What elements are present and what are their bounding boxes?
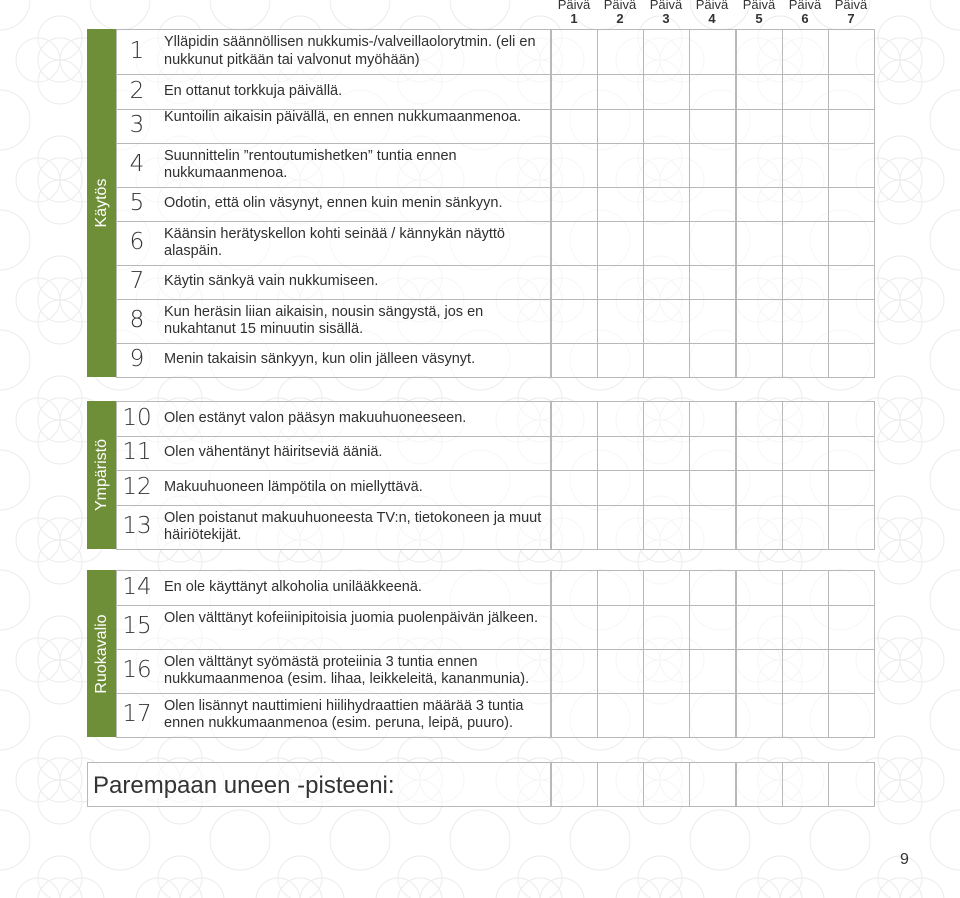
checkbox-cell-day-5[interactable]: [736, 605, 783, 650]
row-statement: Kuntoilin aikaisin päivällä, en ennen nukkumaanmenoa.: [164, 108, 522, 125]
checkbox-cell-day-6[interactable]: [782, 109, 829, 144]
checkbox-cell-day-2[interactable]: [597, 143, 644, 188]
row-number: 14: [122, 573, 152, 600]
section-band: [87, 401, 116, 549]
checkbox-cell-day-3[interactable]: [643, 299, 690, 344]
checkbox-cell-day-2[interactable]: [597, 299, 644, 344]
checkbox-cell-day-6[interactable]: [782, 143, 829, 188]
day-header-number: 7: [847, 11, 855, 26]
checkbox-cell-day-6[interactable]: [782, 221, 829, 266]
checkbox-cell-day-5[interactable]: [736, 265, 783, 300]
checkbox-cell-day-1[interactable]: [551, 299, 598, 344]
score-cell-day-4[interactable]: [689, 762, 736, 807]
row-number: 17: [122, 701, 152, 727]
checkbox-cell-day-5[interactable]: [736, 74, 783, 110]
checkbox-cell-day-1[interactable]: [551, 605, 598, 650]
day-header-label: Päivä: [834, 0, 868, 12]
checkbox-cell-day-1[interactable]: [551, 74, 598, 110]
checkbox-cell-day-4[interactable]: [689, 693, 736, 738]
row-statement: Kun heräsin liian aikaisin, nousin sängystä, jos en nukahtanut 15 minuutin sisällä.: [164, 303, 484, 337]
checkbox-cell-day-2[interactable]: [597, 693, 644, 738]
row-statement: Suunnittelin ”rentoutumishetken” tuntia ennen nukkumaanmenoa.: [164, 147, 457, 181]
checkbox-cell-day-2[interactable]: [597, 436, 644, 471]
checkbox-cell-day-2[interactable]: [597, 221, 644, 266]
checkbox-cell-day-1[interactable]: [551, 505, 598, 550]
checkbox-cell-day-5[interactable]: [736, 343, 783, 378]
checkbox-cell-day-7[interactable]: [828, 74, 875, 110]
row-statement: Ylläpidin säännöllisen nukkumis-/valveillaolorytmin. (eli en nukkunut pitkään tai valvonut myöhään): [164, 34, 536, 68]
page-number: 9: [900, 851, 909, 868]
day-header-2: [597, 0, 643, 26]
checkbox-cell-day-5[interactable]: [736, 29, 783, 75]
checkbox-cell-day-1[interactable]: [551, 343, 598, 378]
checkbox-cell-day-7[interactable]: [828, 29, 875, 75]
checkbox-cell-day-3[interactable]: [643, 570, 690, 606]
checkbox-cell-day-3[interactable]: [643, 436, 690, 471]
checkbox-cell-day-7[interactable]: [828, 401, 875, 437]
day-header-label: Päivä: [603, 0, 637, 12]
score-cell-day-5[interactable]: [736, 762, 783, 807]
day-header-5: [736, 0, 782, 26]
checkbox-cell-day-1[interactable]: [551, 187, 598, 222]
checkbox-cell-day-3[interactable]: [643, 74, 690, 110]
checkbox-cell-day-1[interactable]: [551, 109, 598, 144]
checkbox-cell-day-5[interactable]: [736, 143, 783, 188]
checkbox-cell-day-3[interactable]: [643, 401, 690, 437]
day-header-6: [782, 0, 828, 26]
checkbox-cell-day-4[interactable]: [689, 605, 736, 650]
checkbox-cell-day-7[interactable]: [828, 605, 875, 650]
checkbox-cell-day-2[interactable]: [597, 109, 644, 144]
checkbox-cell-day-1[interactable]: [551, 221, 598, 266]
checkbox-cell-day-4[interactable]: [689, 29, 736, 75]
row-statement: En ole käyttänyt alkoholia unilääkkeenä.: [164, 578, 422, 595]
row-number: 11: [122, 439, 152, 465]
checkbox-cell-day-7[interactable]: [828, 187, 875, 222]
row-number: 2: [129, 77, 145, 104]
checkbox-cell-day-6[interactable]: [782, 299, 829, 344]
checkbox-cell-day-4[interactable]: [689, 265, 736, 300]
checkbox-cell-day-3[interactable]: [643, 693, 690, 738]
row-number: 10: [122, 404, 152, 431]
checkbox-cell-day-4[interactable]: [689, 299, 736, 344]
checkbox-cell-day-2[interactable]: [597, 74, 644, 110]
row-number: 12: [122, 473, 152, 500]
checkbox-cell-day-4[interactable]: [689, 436, 736, 471]
day-header-number: 3: [662, 11, 670, 26]
row-number: 3: [129, 112, 145, 138]
checkbox-cell-day-1[interactable]: [551, 470, 598, 506]
row-statement: Menin takaisin sänkyyn, kun olin jälleen väsynyt.: [164, 351, 476, 368]
checkbox-cell-day-7[interactable]: [828, 299, 875, 344]
row-number: 9: [129, 346, 145, 372]
checkbox-cell-day-4[interactable]: [689, 401, 736, 437]
checkbox-cell-day-6[interactable]: [782, 570, 829, 606]
checkbox-cell-day-4[interactable]: [689, 649, 736, 694]
checkbox-cell-day-2[interactable]: [597, 343, 644, 378]
checkbox-cell-day-5[interactable]: [736, 109, 783, 144]
row-statement: Olen estänyt valon pääsyn makuuhuoneeseen.: [164, 409, 467, 426]
checkbox-cell-day-3[interactable]: [643, 109, 690, 144]
row-statement: Käänsin herätyskellon kohti seinää / kännykän näyttö alaspäin.: [164, 225, 505, 259]
row-statement: Makuuhuoneen lämpötila on miellyttävä.: [164, 478, 423, 495]
checkbox-cell-day-4[interactable]: [689, 470, 736, 506]
row-number: 7: [129, 268, 145, 294]
day-header-number: 4: [708, 11, 716, 26]
checkbox-cell-day-1[interactable]: [551, 29, 598, 75]
checkbox-cell-day-3[interactable]: [643, 143, 690, 188]
checkbox-cell-day-2[interactable]: [597, 265, 644, 300]
checkbox-cell-day-7[interactable]: [828, 693, 875, 738]
row-statement: Olen välttänyt kofeiinipitoisia juomia puolenpäivän jälkeen.: [164, 609, 539, 626]
checkbox-cell-day-3[interactable]: [643, 649, 690, 694]
checkbox-cell-day-6[interactable]: [782, 74, 829, 110]
checkbox-cell-day-5[interactable]: [736, 693, 783, 738]
checkbox-cell-day-2[interactable]: [597, 187, 644, 222]
checkbox-cell-day-5[interactable]: [736, 505, 783, 550]
day-header-3: [643, 0, 689, 26]
checkbox-cell-day-6[interactable]: [782, 265, 829, 300]
checkbox-cell-day-4[interactable]: [689, 570, 736, 606]
checkbox-cell-day-1[interactable]: [551, 570, 598, 606]
checkbox-cell-day-2[interactable]: [597, 505, 644, 550]
checkbox-cell-day-1[interactable]: [551, 649, 598, 694]
row-number: 8: [129, 307, 145, 333]
checkbox-cell-day-6[interactable]: [782, 470, 829, 506]
checkbox-cell-day-7[interactable]: [828, 143, 875, 188]
checkbox-cell-day-2[interactable]: [597, 401, 644, 437]
checkbox-cell-day-1[interactable]: [551, 436, 598, 471]
checkbox-cell-day-2[interactable]: [597, 605, 644, 650]
checkbox-cell-day-1[interactable]: [551, 401, 598, 437]
row-number: 16: [122, 657, 152, 683]
checkbox-cell-day-6[interactable]: [782, 436, 829, 471]
checkbox-cell-day-1[interactable]: [551, 265, 598, 300]
row-statement: Käytin sänkyä vain nukkumiseen.: [164, 273, 379, 290]
checkbox-cell-day-6[interactable]: [782, 401, 829, 437]
day-header-number: 2: [616, 11, 624, 26]
score-cell-day-6[interactable]: [782, 762, 829, 807]
checkbox-cell-day-2[interactable]: [597, 29, 644, 75]
score-cell-day-3[interactable]: [643, 762, 690, 807]
row-statement: Olen välttänyt syömästä proteiinia 3 tuntia ennen nukkumaanmenoa (esim. lihaa, leikkeleitä, kananmunia).: [164, 653, 530, 687]
checkbox-cell-day-5[interactable]: [736, 401, 783, 437]
day-header-1: [551, 0, 597, 26]
row-number: 6: [129, 229, 145, 255]
checkbox-cell-day-6[interactable]: [782, 505, 829, 550]
day-header-7: [828, 0, 874, 26]
checkbox-cell-day-7[interactable]: [828, 570, 875, 606]
checkbox-cell-day-3[interactable]: [643, 505, 690, 550]
row-number: 1: [129, 37, 145, 64]
checkbox-cell-day-4[interactable]: [689, 187, 736, 222]
section-band: [87, 570, 116, 737]
score-cell-day-7[interactable]: [828, 762, 875, 807]
section-title: Ruokavalio: [92, 613, 110, 694]
row-statement: En ottanut torkkuja päivällä.: [164, 82, 343, 99]
row-number: 4: [129, 151, 145, 177]
checkbox-cell-day-3[interactable]: [643, 470, 690, 506]
checkbox-cell-day-5[interactable]: [736, 187, 783, 222]
checkbox-cell-day-7[interactable]: [828, 649, 875, 694]
checkbox-cell-day-6[interactable]: [782, 29, 829, 75]
checkbox-cell-day-6[interactable]: [782, 343, 829, 378]
row-statement: Olen lisännyt nauttimieni hiilihydraattien määrää 3 tuntia ennen nukkumaanmenoa (esim. peruna, leipä, puuro).: [164, 697, 524, 731]
checkbox-cell-day-6[interactable]: [782, 649, 829, 694]
checkbox-cell-day-3[interactable]: [643, 343, 690, 378]
checkbox-cell-day-3[interactable]: [643, 187, 690, 222]
checkbox-cell-day-5[interactable]: [736, 570, 783, 606]
day-header-number: 6: [801, 11, 809, 26]
row-number: 5: [129, 190, 145, 216]
checkbox-cell-day-7[interactable]: [828, 265, 875, 300]
day-header-4: [689, 0, 735, 26]
score-label: Parempaan uneen -pisteeni:: [93, 772, 395, 799]
checkbox-cell-day-3[interactable]: [643, 29, 690, 75]
checkbox-cell-day-3[interactable]: [643, 265, 690, 300]
checkbox-cell-day-4[interactable]: [689, 221, 736, 266]
checkbox-cell-day-4[interactable]: [689, 505, 736, 550]
checkbox-cell-day-3[interactable]: [643, 221, 690, 266]
row-statement: Odotin, että olin väsynyt, ennen kuin menin sänkyyn.: [164, 195, 503, 212]
score-cell-day-2[interactable]: [597, 762, 644, 807]
checkbox-cell-day-1[interactable]: [551, 693, 598, 738]
checkbox-cell-day-2[interactable]: [597, 570, 644, 606]
day-header-label: Päivä: [695, 0, 729, 12]
row-statement: Olen poistanut makuuhuoneesta TV:n, tietokoneen ja muut häiriötekijät.: [164, 509, 542, 543]
checkbox-cell-day-7[interactable]: [828, 343, 875, 378]
row-number: 15: [122, 613, 152, 639]
checkbox-cell-day-7[interactable]: [828, 470, 875, 506]
checkbox-cell-day-6[interactable]: [782, 187, 829, 222]
checkbox-cell-day-5[interactable]: [736, 470, 783, 506]
checkbox-cell-day-2[interactable]: [597, 649, 644, 694]
day-header-number: 1: [570, 11, 578, 26]
row-number: 13: [122, 513, 152, 539]
day-header-label: Päivä: [742, 0, 776, 12]
checkbox-cell-day-7[interactable]: [828, 505, 875, 550]
day-header-label: Päivä: [557, 0, 591, 12]
checkbox-cell-day-4[interactable]: [689, 74, 736, 110]
day-header-label: Päivä: [649, 0, 683, 12]
checkbox-cell-day-4[interactable]: [689, 343, 736, 378]
checkbox-cell-day-5[interactable]: [736, 436, 783, 471]
checkbox-cell-day-4[interactable]: [689, 143, 736, 188]
checkbox-cell-day-3[interactable]: [643, 605, 690, 650]
section-title: Ympäristö: [92, 438, 110, 512]
section-title: Käytös: [92, 178, 110, 228]
checkbox-cell-day-5[interactable]: [736, 299, 783, 344]
checkbox-cell-day-7[interactable]: [828, 109, 875, 144]
checkbox-cell-day-5[interactable]: [736, 649, 783, 694]
checkbox-cell-day-7[interactable]: [828, 436, 875, 471]
checkbox-cell-day-2[interactable]: [597, 470, 644, 506]
score-cell-day-1[interactable]: [551, 762, 598, 807]
section-band: [87, 29, 116, 377]
checkbox-cell-day-1[interactable]: [551, 143, 598, 188]
checkbox-cell-day-5[interactable]: [736, 221, 783, 266]
day-header-label: Päivä: [788, 0, 822, 12]
checkbox-cell-day-6[interactable]: [782, 693, 829, 738]
day-header-number: 5: [755, 11, 763, 26]
checkbox-cell-day-4[interactable]: [689, 109, 736, 144]
row-statement: Olen vähentänyt häiritseviä ääniä.: [164, 444, 383, 461]
checkbox-cell-day-6[interactable]: [782, 605, 829, 650]
checkbox-cell-day-7[interactable]: [828, 221, 875, 266]
